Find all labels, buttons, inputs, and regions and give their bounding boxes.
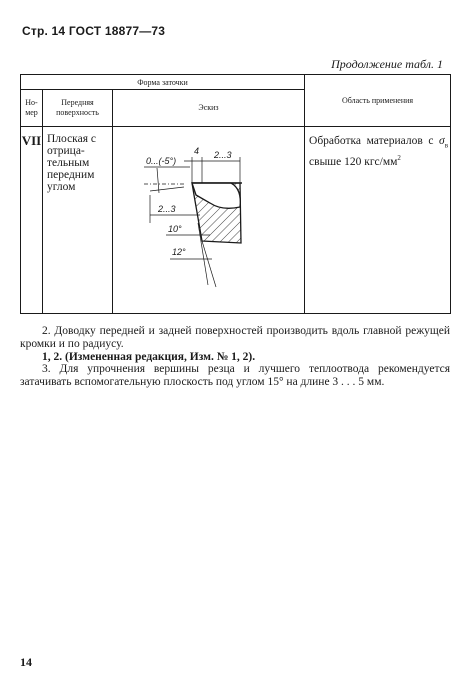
col-application-header: Область применения: [305, 75, 451, 127]
page-number: 14: [20, 655, 32, 669]
sharpening-table: [20, 74, 451, 314]
row-front-surface: Плоская с отрица-тельным передним углом: [43, 127, 113, 314]
label-angle-10: 10°: [168, 224, 182, 234]
label-dim-4: 4: [194, 146, 200, 156]
paragraph-2: 2. Доводку передней и задней поверхностей производить вдоль главной режущей кромки и по радиусу.: [20, 325, 450, 350]
label-dim-left: 2...3: [158, 204, 176, 214]
table-continuation-label: Продолжение табл. 1: [331, 57, 443, 71]
row-sketch: [113, 127, 305, 314]
paragraph-3: 3. Для упрочнения вершины резца и лучшего теплоотвода рекомендуется затачивать вспомогательную плоскость под углом 15° на длине 3 . . . 5 мм.: [20, 363, 450, 388]
label-dim-top: 2...3: [214, 150, 232, 160]
row-application: Обработка материалов с $\sigma_в$ свыше 120 кгс/$мм^2$: [305, 127, 451, 314]
label-angle-12: 12°: [172, 247, 186, 257]
amendment-note: 1, 2. (Измененная редакция, Изм. № 1, 2).: [42, 351, 256, 363]
row-number: VII: [21, 127, 43, 314]
col-front-header: Передняя поверхность: [43, 90, 113, 127]
col-sketch-header: Эскиз: [113, 90, 305, 127]
tool-sketch-diagram: [114, 127, 304, 313]
label-top-angle: 0...(-5°): [146, 156, 177, 166]
col-group-header: Форма заточки: [21, 75, 305, 90]
page-header: Стр. 14 ГОСТ 18877—73: [22, 24, 166, 38]
col-num-header: Но- мер: [21, 90, 43, 127]
